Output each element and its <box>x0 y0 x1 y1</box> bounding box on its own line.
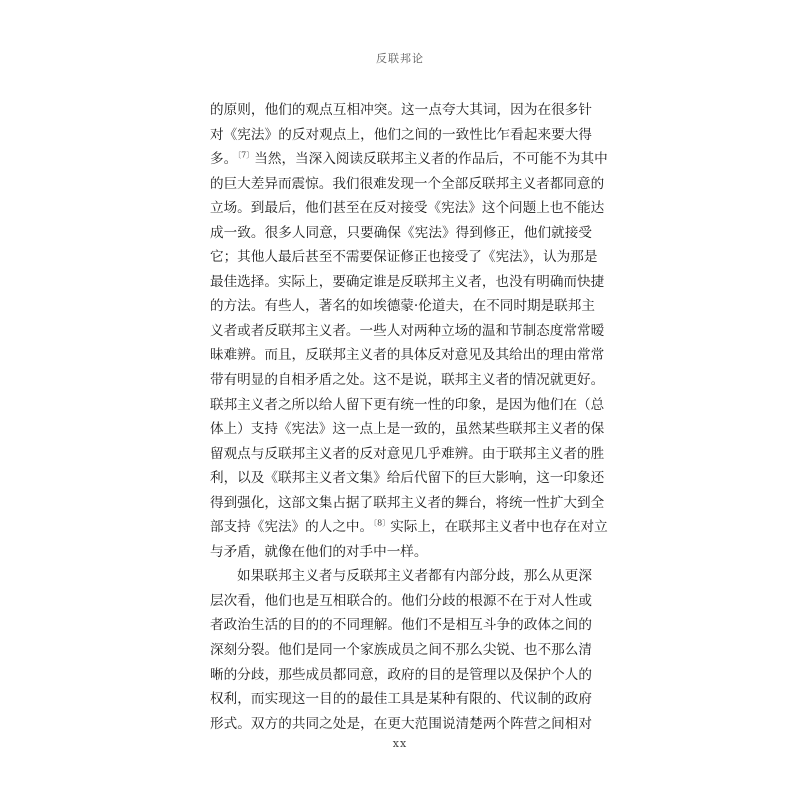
text-segment: 部支持《宪法》的人之中。 <box>210 519 374 536</box>
text-line: 义者或者反联邦主义者。一些人对两种立场的温和节制态度常常暧 <box>210 322 605 339</box>
text-line: 留观点与反联邦主义者的反对意见几乎难辨。由于联邦主义者的胜 <box>210 445 605 462</box>
text-line: 立场。到最后，他们甚至在反对接受《宪法》这个问题上也不能达 <box>210 200 605 217</box>
text-line: 最佳选择。实际上，要确定谁是反联邦主义者，也没有明确而快捷 <box>210 273 605 290</box>
text-line <box>210 515 608 540</box>
running-head: 反联邦论 <box>376 52 424 65</box>
text-segment: 实际上，在联邦主义者中也存在对立 <box>390 519 608 536</box>
text-segment: 多。 <box>210 151 238 168</box>
text-line: 带有明显的自相矛盾之处。这不是说，联邦主义者的情况就更好。 <box>210 372 605 389</box>
text-line: 它；其他人最后甚至不需要保证修正也接受了《宪法》，认为那是 <box>210 249 598 266</box>
text-line: 者政治生活的目的的不同理解。他们不是相互斗争的政体之间的 <box>210 617 592 634</box>
text-segment: 当然，当深入阅读反联邦主义者的作品后，不可能不为其中 <box>254 151 608 168</box>
text-line: 对《宪法》的反对观点上，他们之间的一致性比乍看起来要大得 <box>210 126 592 143</box>
text-line: 利，以及《联邦主义者文集》给后代留下的巨大影响，这一印象还 <box>210 470 605 487</box>
page-number: xx <box>392 737 408 750</box>
footnote-marker: 〔7〕 <box>237 150 255 160</box>
text-line: 如果联邦主义者与反联邦主义者都有内部分歧，那么从更深 <box>237 568 592 585</box>
text-line: 形式。双方的共同之处是，在更大范围说清楚两个阵营之间相对 <box>210 715 592 732</box>
text-line: 得到强化，这部文集占据了联邦主义者的舞台，将统一性扩大到全 <box>210 494 605 511</box>
text-line: 深刻分裂。他们是同一个家族成员之间不那么尖锐、也不那么清 <box>210 642 592 659</box>
text-line: 与矛盾，就像在他们的对手中一样。 <box>210 543 428 560</box>
text-line: 联邦主义者之所以给人留下更有统一性的印象，是因为他们在（总 <box>210 396 605 413</box>
text-line: 权利，而实现这一目的的最佳工具是某种有限的、代议制的政府 <box>210 691 592 708</box>
text-line: 的巨大差异而震惊。我们很难发现一个全部反联邦主义者都同意的 <box>210 175 605 192</box>
text-line: 的原则，他们的观点互相冲突。这一点夸大其词，因为在很多针 <box>210 102 592 118</box>
text-line <box>210 147 608 172</box>
body-text <box>210 98 608 736</box>
text-line: 层次看，他们也是互相联合的。他们分歧的根源不在于对人性或 <box>210 592 592 609</box>
text-line: 昧难辨。而且，反联邦主义者的具体反对意见及其给出的理由常常 <box>210 347 605 364</box>
footnote-marker: 〔8〕 <box>373 518 391 528</box>
text-line: 晰的分歧，那些成员都同意，政府的目的是管理以及保护个人的 <box>210 666 592 683</box>
text-line: 成一致。很多人同意，只要确保《宪法》得到修正，他们就接受 <box>210 224 592 241</box>
text-line: 的方法。有些人，著名的如埃德蒙·伦道夫，在不同时期是联邦主 <box>210 298 595 315</box>
text-line: 体上）支持《宪法》这一点上是一致的，虽然某些联邦主义者的保 <box>210 421 605 438</box>
